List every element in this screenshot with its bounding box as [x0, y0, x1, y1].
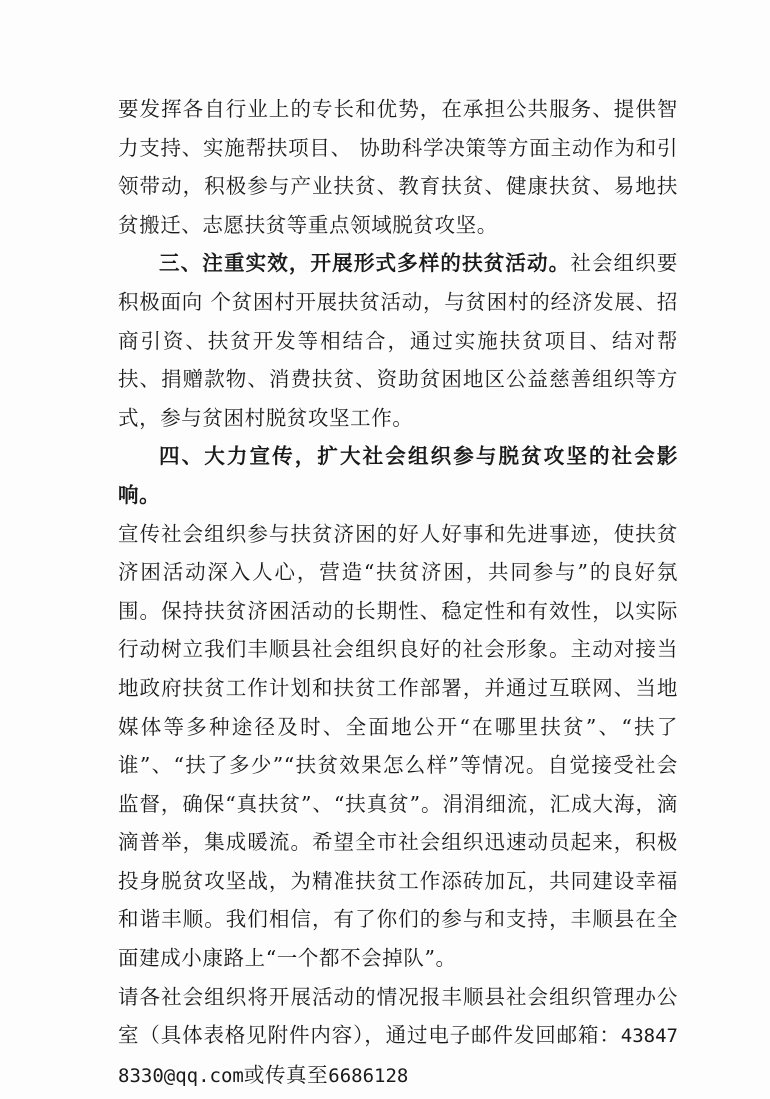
section-three-body: 社会组织要积极面向 个贫困村开展扶贫活动，与贫困村的经济发展、招商引资、扶贫开发等相结合，通过实施扶贫项目、结对帮扶、捐赠款物、消费扶贫、资助贫困地区公益慈善组织等方式，参与贫困村脱贫攻坚工作。 — [118, 251, 679, 430]
section-four-heading: 四、大力宣传，扩大社会组织参与脱贫攻坚的社会影响。 — [118, 444, 678, 507]
section-four-body — [118, 515, 678, 978]
document-body — [118, 90, 678, 1095]
paragraph-text: 要发挥各自行业上的专长和优势，在承担公共服务、提供智力支持、实施帮扶项目、 协助科学决策等方面主动作为和引领带动，积极参与产业扶贫、教育扶贫、健康扶贫、易地扶贫搬迁、志愿扶贫等重点领域脱贫攻坚。 — [118, 97, 678, 237]
paragraph-continuation — [118, 90, 678, 244]
fax-number: 6686128 — [328, 1064, 409, 1087]
section-four-heading-paragraph — [118, 437, 678, 514]
closing-text: 请各社会组织将开展活动的情况报丰顺县社会组织管理办公室（具体表格见附件内容），通过电子邮件发回邮箱： — [118, 984, 678, 1048]
section-three-paragraph — [118, 244, 678, 437]
contact-email: 438478330@qq.com — [118, 1025, 678, 1087]
section-three-heading: 三、注重实效，开展形式多样的扶贫活动。 — [159, 251, 571, 276]
closing-paragraph — [118, 978, 678, 1096]
fax-prefix: 或传真至 — [243, 1062, 329, 1087]
section-four-text: 宣传社会组织参与扶贫济困的好人好事和先进事迹，使扶贫济困活动深入人心，营造“扶贫济困，共同参与”的良好氛围。保持扶贫济困活动的长期性、稳定性和有效性，以实际行动树立我们丰顺县社会组织良好的社会形象。主动对接当地政府扶贫工作计划和扶贫工作部署，并通过互联网、当地媒体等多种途径及时、全面地公开“在哪里扶贫”、“扶了谁”、“扶了多少”“扶贫效果怎么样”等情况。自觉接受社会监督，确保“真扶贫”、“扶真贫”。涓涓细流，汇成大海，滴滴普举，集成暖流。希望全市社会组织迅速动员起来，积极投身脱贫攻坚战，为精准扶贫工作添砖加瓦，共同建设幸福和谐丰顺。我们相信，有了你们的参与和支持，丰顺县在全面建成小康路上“一个都不会掉队”。 — [118, 521, 678, 971]
